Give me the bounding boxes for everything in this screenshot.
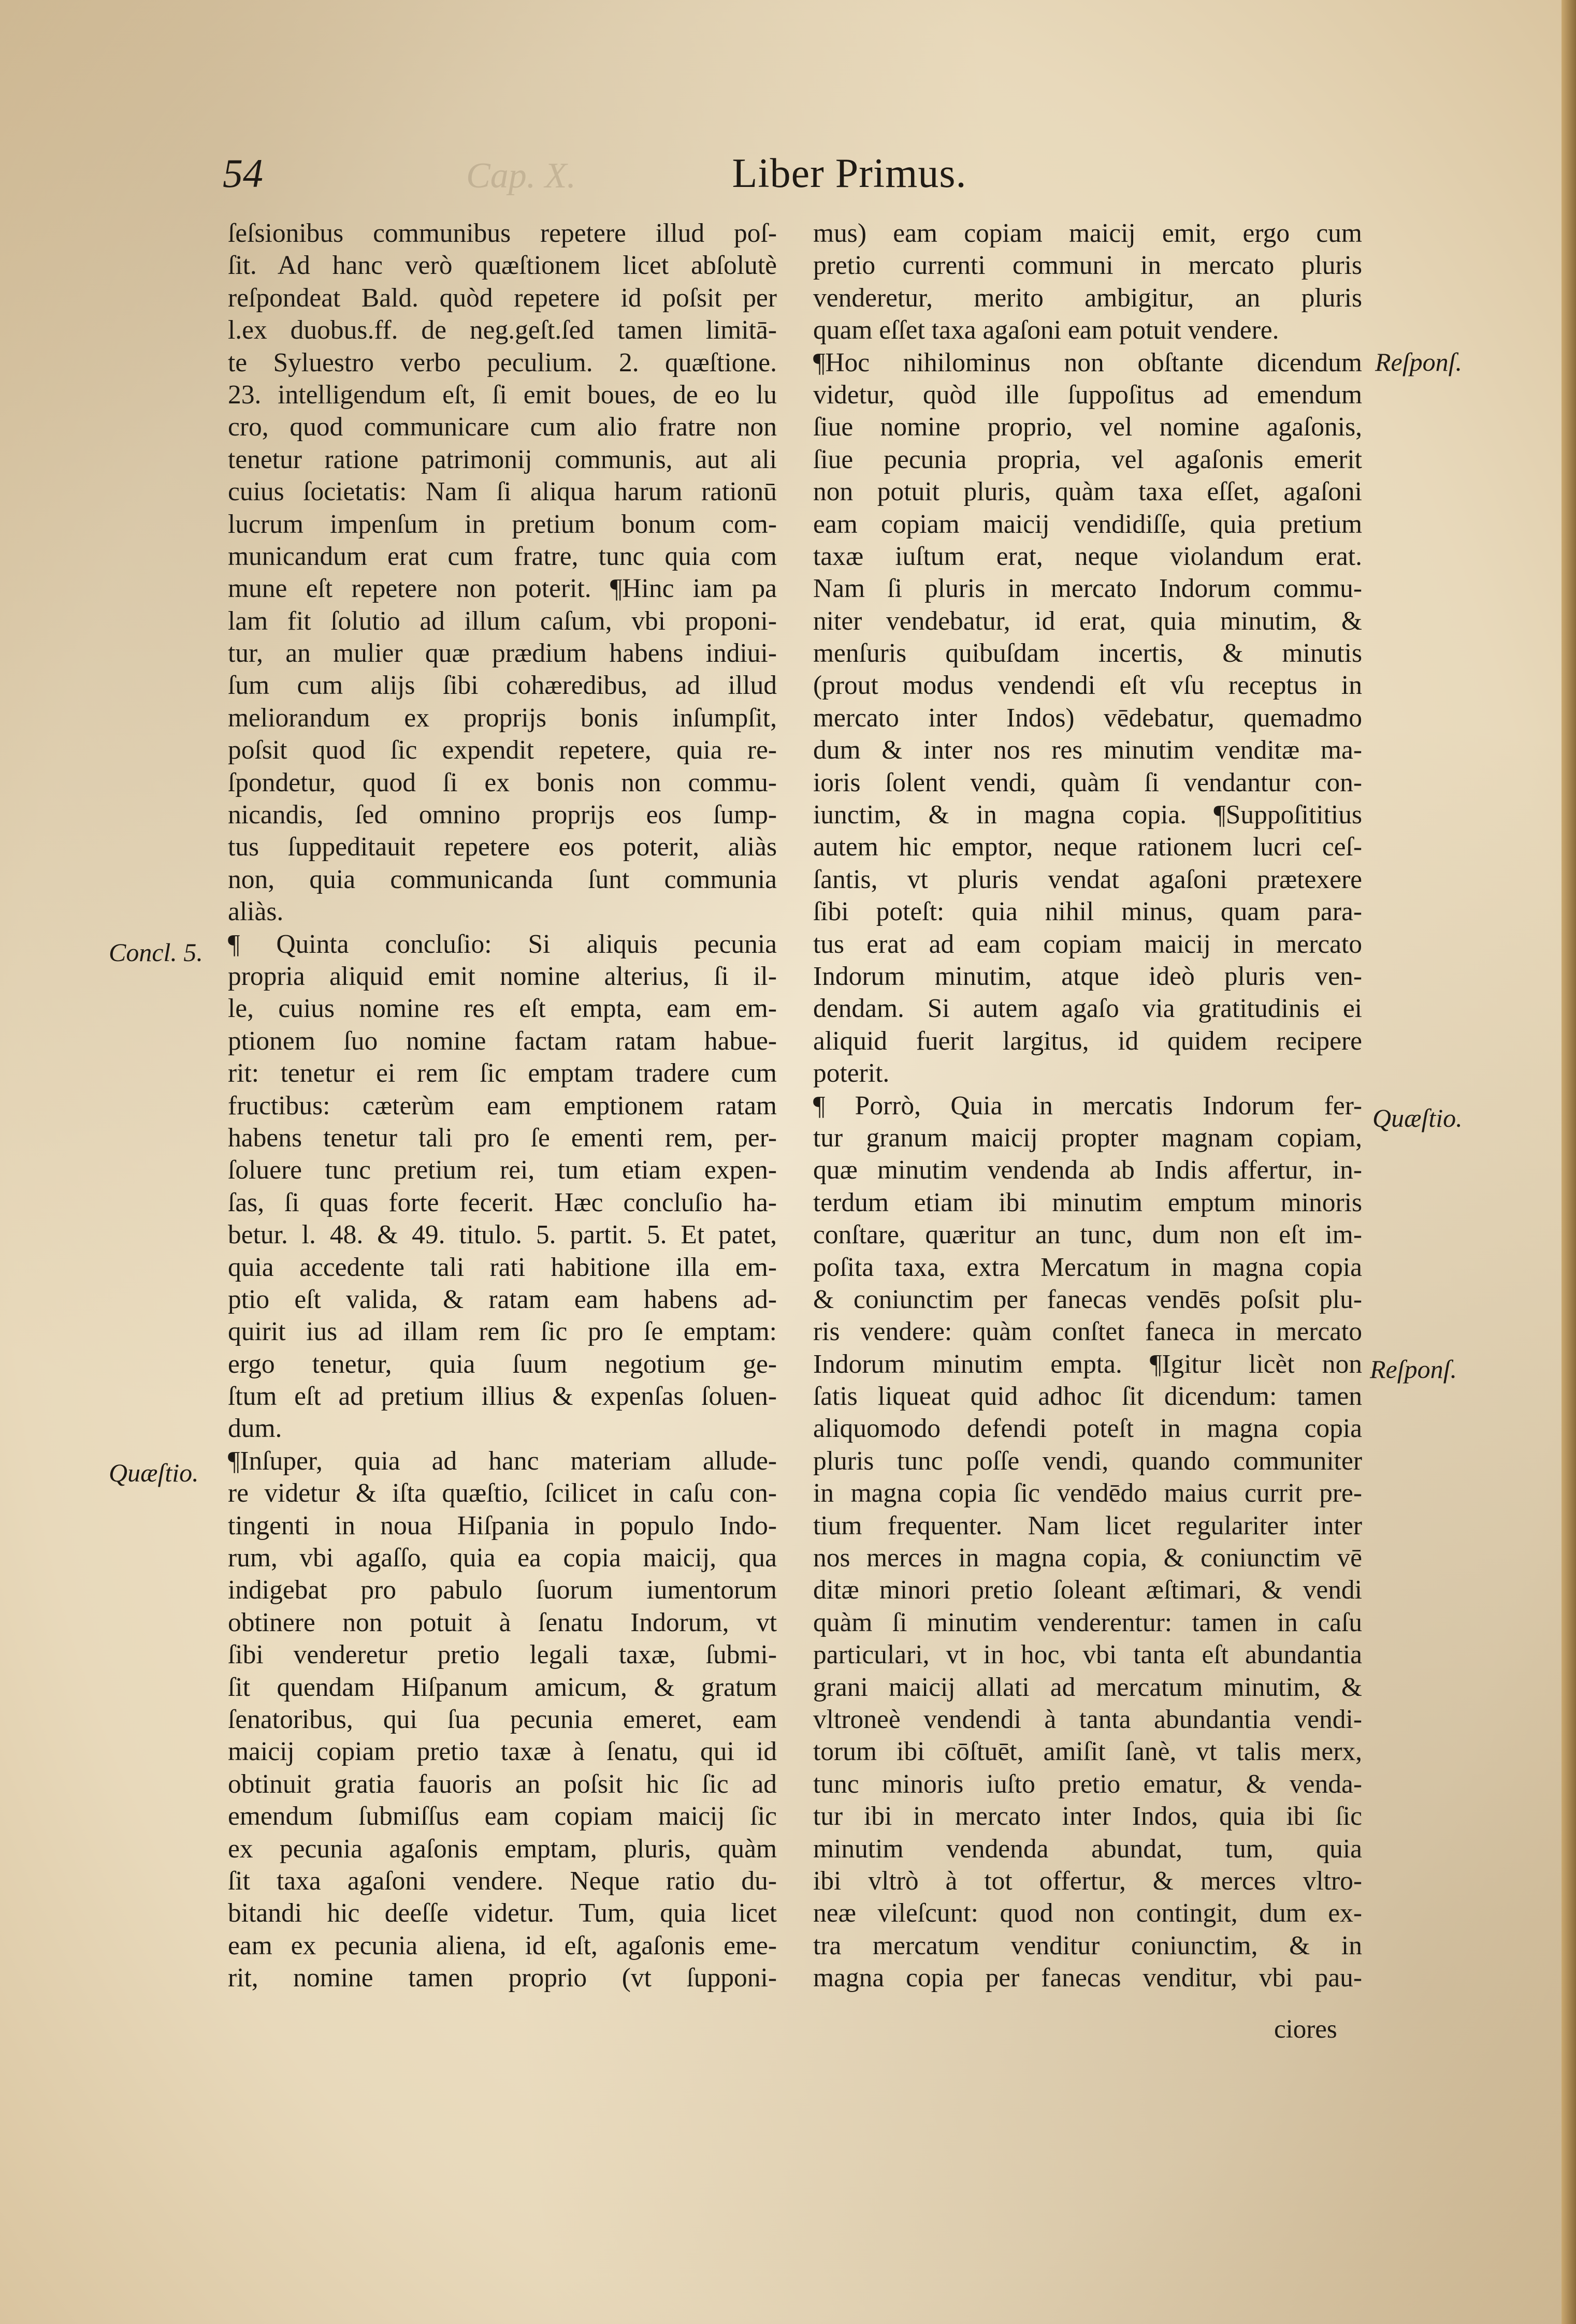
left-column-line: ſtum eſt ad pretium illius & expenſas ſoluen- [228,1382,777,1412]
left-column-line: eam ex pecunia aliena, id eſt, agaſonis eme- [228,1930,777,1960]
right-column-line: Indorum minutim empta. ¶Igitur licèt non [813,1349,1362,1379]
left-column-line: ¶Inſuper, quia ad hanc materiam allude- [228,1446,777,1476]
right-column-line: & coniunctim per fanecas vendēs poſsit plu- [813,1284,1362,1314]
left-column-line: ſit. Ad hanc verò quæſtionem licet abſolutè [228,251,777,281]
right-column-line: mercato inter Indos) vēdebatur, quemadmo [813,703,1362,733]
left-column-line: ptionem ſuo nomine factam ratam habue- [228,1026,777,1056]
right-column-line: ſantis, vt pluris vendat agaſoni prætexere [813,864,1362,894]
left-column-line: ſas, ſi quas forte fecerit. Hæc concluſio ha- [228,1187,777,1217]
right-column-line: poterit. [813,1058,890,1088]
right-column-line: ioris ſolent vendi, quàm ſi vendantur con- [813,767,1362,797]
right-column-line: niter vendebatur, id erat, quia minutim, & [813,606,1362,636]
right-column-line: ditæ minori pretio ſoleant æſtimari, & vendi [813,1575,1362,1605]
page-edge [1561,0,1576,2324]
right-column-line: ibi vltrò à tot offertur, & merces vltro- [813,1866,1362,1896]
right-column-line: Nam ſi pluris in mercato Indorum commu- [813,574,1362,604]
left-column-line: mune eſt repetere non poterit. ¶Hinc iam pa [228,574,777,604]
right-column-line: menſuris quibuſdam incertis, & minutis [813,638,1362,669]
left-text-column [228,217,777,1994]
right-column-line: ſibi poteſt: quia nihil minus, quam para- [813,897,1362,927]
right-column-line: terdum etiam ibi minutim emptum minoris [813,1187,1362,1217]
right-column-line: ſatis liqueat quid adhoc ſit dicendum: tamen [813,1382,1362,1412]
left-column-line: propria aliquid emit nomine alterius, ſi il- [228,961,777,991]
right-column-line: in magna copia ſic vendēdo maius currit pre- [813,1478,1362,1508]
marginal-note-quaestio: Quæſtio. [1372,1103,1463,1132]
marginal-note-concl: Concl. 5. [109,938,203,967]
left-column-line: lam fit ſolutio ad illum caſum, vbi proponi- [228,606,777,636]
right-column-line: ſiue nomine proprio, vel nomine agaſonis, [813,412,1362,442]
left-column-line: bitandi hic deeſſe videtur. Tum, quia licet [228,1898,777,1928]
left-column-line: ſenatoribus, qui ſua pecunia emeret, eam [228,1704,777,1734]
left-column-line: fructibus: cæterùm eam emptionem ratam [228,1091,777,1121]
left-column-line: 23. intelligendum eſt, ſi emit boues, de eo lu [228,380,777,410]
right-column-line: magna copia per fanecas venditur, vbi pau- [813,1963,1362,1993]
left-column-line: te Syluestro verbo peculium. 2. quæſtione. [228,347,777,377]
right-column-line: poſita taxa, extra Mercatum in magna copia [813,1252,1362,1282]
right-text-column [813,217,1362,1994]
right-column-line: quam eſſet taxa agaſoni eam potuit vendere. [813,315,1279,345]
right-column-line: vltroneè vendendi à tanta abundantia vendi- [813,1704,1362,1734]
left-column-line: habens tenetur tali pro ſe ementi rem, per- [228,1123,777,1153]
right-column-line: grani maicij allati ad mercatum minutim, & [813,1672,1362,1702]
right-column-line: tra mercatum venditur coniunctim, & in [813,1930,1362,1960]
right-column-line: quàm ſi minutim venderentur: tamen in caſu [813,1607,1362,1637]
right-column-line: non potuit pluris, quàm taxa eſſet, agaſoni [813,477,1362,507]
marginal-note-quaestio: Quæſtio. [109,1458,199,1487]
left-column-line: quirit ius ad illam rem ſic pro ſe emptam: [228,1317,777,1347]
page-number: 54 [223,151,263,196]
left-column-line: ex pecunia agaſonis emptam, pluris, quàm [228,1834,777,1864]
left-column-line: obtinere non potuit à ſenatu Indorum, vt [228,1607,777,1637]
right-column-line: tur ibi in mercato inter Indos, quia ibi ſic [813,1802,1362,1832]
left-column-line: cro, quod communicare cum alio fratre non [228,412,777,442]
left-column-line: ſum cum alijs ſibi cohæredibus, ad illud [228,671,777,701]
left-column-line: tingenti in noua Hiſpania in populo Indo- [228,1510,777,1541]
left-column-line: obtinuit gratia fauoris an poſsit hic ſic ad [228,1769,777,1799]
right-column-line: ſiue pecunia propria, vel agaſonis emerit [813,444,1362,474]
left-column-line: municandum erat cum fratre, tunc quia com [228,541,777,571]
right-column-line: ¶Hoc nihilominus non obſtante dicendum [813,347,1362,377]
right-column-line: aliquomodo defendi poteſt in magna copia [813,1414,1362,1444]
right-column-line: Indorum minutim, atque ideò pluris ven- [813,961,1362,991]
left-column-line: indigebat pro pabulo ſuorum iumentorum [228,1575,777,1605]
left-column-line: tenetur ratione patrimonij communis, aut ali [228,444,777,474]
right-column-line: (prout modus vendendi eſt vſu receptus in [813,671,1362,701]
right-column-line: tunc minoris iuſto pretio ematur, & venda- [813,1769,1362,1799]
right-column-line: quæ minutim vendenda ab Indis affertur, in- [813,1155,1362,1185]
left-column-line: reſpondeat Bald. quòd repetere id poſsit per [228,283,777,313]
left-column-line: tur, an mulier quæ prædium habens indiui- [228,638,777,669]
show-through-text: Cap. X. [466,156,576,196]
right-column-line: taxæ iuſtum erat, neque violandum erat. [813,541,1362,571]
marginal-note-respons: Reſponſ. [1370,1355,1457,1384]
right-column-line: videtur, quòd ille ſuppoſitus ad emendum [813,380,1362,410]
right-column-line: iunctim, & in magna copia. ¶Suppoſititius [813,800,1362,830]
right-column-line: dum & inter nos res minutim venditæ ma- [813,735,1362,765]
left-column-line: lucrum impenſum in pretium bonum com- [228,509,777,539]
left-column-line: non, quia communicanda ſunt communia [228,864,777,894]
left-column-line: le, cuius nomine res eſt empta, eam em- [228,994,777,1024]
left-column-line: ſpondetur, quod ſi ex bonis non commu- [228,767,777,797]
left-column-line: ſit quendam Hiſpanum amicum, & gratum [228,1672,777,1702]
right-column-line: pluris tunc poſſe vendi, quando communiter [813,1446,1362,1476]
right-column-line: particulari, vt in hoc, vbi tanta eſt abundantia [813,1640,1362,1670]
left-column-line: nicandis, ſed omnino proprijs eos ſump- [228,800,777,830]
left-column-line: betur. l. 48. & 49. titulo. 5. partit. 5. Et patet, [228,1220,777,1250]
left-column-line: l.ex duobus.ff. de neg.geſt.ſed tamen limitā- [228,315,777,345]
right-column-line: dendam. Si autem agaſo via gratitudinis ei [813,994,1362,1024]
catchword: ciores [1274,2015,1337,2044]
right-column-line: tus erat ad eam copiam maicij in mercato [813,929,1362,959]
left-column-line: ſeſsionibus communibus repetere illud poſ- [228,219,777,248]
left-column-line: ¶ Quinta concluſio: Si aliquis pecunia [228,929,777,959]
right-column-line: neæ vileſcunt: quod non contingit, dum ex- [813,1898,1362,1928]
right-column-line: ris vendere: quàm conſtet faneca in mercato [813,1317,1362,1347]
right-column-line: tur granum maicij propter magnam copiam, [813,1123,1362,1153]
left-column-line: meliorandum ex proprijs bonis inſumpſit, [228,703,777,733]
right-column-line: autem hic emptor, neque rationem lucri ceſ- [813,832,1362,862]
left-column-line: ſibi venderetur pretio legali taxæ, ſubmi- [228,1640,777,1670]
right-column-line: venderetur, merito ambigitur, an pluris [813,283,1362,313]
left-column-line: cuius ſocietatis: Nam ſi aliqua harum rationū [228,477,777,507]
left-column-line: poſsit quod ſic expendit repetere, quia re- [228,735,777,765]
left-column-line: ptio eſt valida, & ratam eam habens ad- [228,1284,777,1314]
left-column-line: aliàs. [228,897,284,927]
right-column-line: mus) eam copiam maicij emit, ergo cum [813,219,1362,248]
left-column-line: ſoluere tunc pretium rei, tum etiam expen- [228,1155,777,1185]
marginal-note-respons: Reſponſ. [1375,347,1463,376]
left-column-line: quia accedente tali rati habitione illa em- [228,1252,777,1282]
left-column-line: rum, vbi agaſſo, quia ea copia maicij, qua [228,1543,777,1573]
right-column-line: pretio currenti communi in mercato pluris [813,251,1362,281]
right-column-line: conſtare, quæritur an tunc, dum non eſt im- [813,1220,1362,1250]
page-header [223,150,1476,207]
left-column-line: emendum ſubmiſſus eam copiam maicij ſic [228,1802,777,1832]
right-column-line: nos merces in magna copia, & coniunctim vē [813,1543,1362,1573]
left-column-line: ſit taxa agaſoni vendere. Neque ratio du- [228,1866,777,1896]
right-column-line: torum ibi cōſtuēt, amiſit ſanè, vt talis merx, [813,1737,1362,1767]
left-column-line: maicij copiam pretio taxæ à ſenatu, qui id [228,1737,777,1767]
right-column-line: ¶ Porrò, Quia in mercatis Indorum fer- [813,1091,1362,1121]
running-title: Liber Primus. [732,151,967,196]
right-column-line: tium frequenter. Nam licet regulariter inter [813,1510,1362,1541]
right-column-line: aliquid fuerit largitus, id quidem recipere [813,1026,1362,1056]
left-column-line: rit, nomine tamen proprio (vt ſupponi- [228,1963,777,1993]
left-column-line: rit: tenetur ei rem ſic emptam tradere cum [228,1058,777,1088]
left-column-line: re videtur & iſta quæſtio, ſcilicet in caſu con- [228,1478,777,1508]
right-column-line: eam copiam maicij vendidiſſe, quia pretium [813,509,1362,539]
left-column-line: dum. [228,1414,282,1444]
left-column-line: ergo tenetur, quia ſuum negotium ge- [228,1349,777,1379]
right-column-line: minutim vendenda abundat, tum, quia [813,1834,1362,1864]
left-column-line: tus ſuppeditauit repetere eos poterit, aliàs [228,832,777,862]
